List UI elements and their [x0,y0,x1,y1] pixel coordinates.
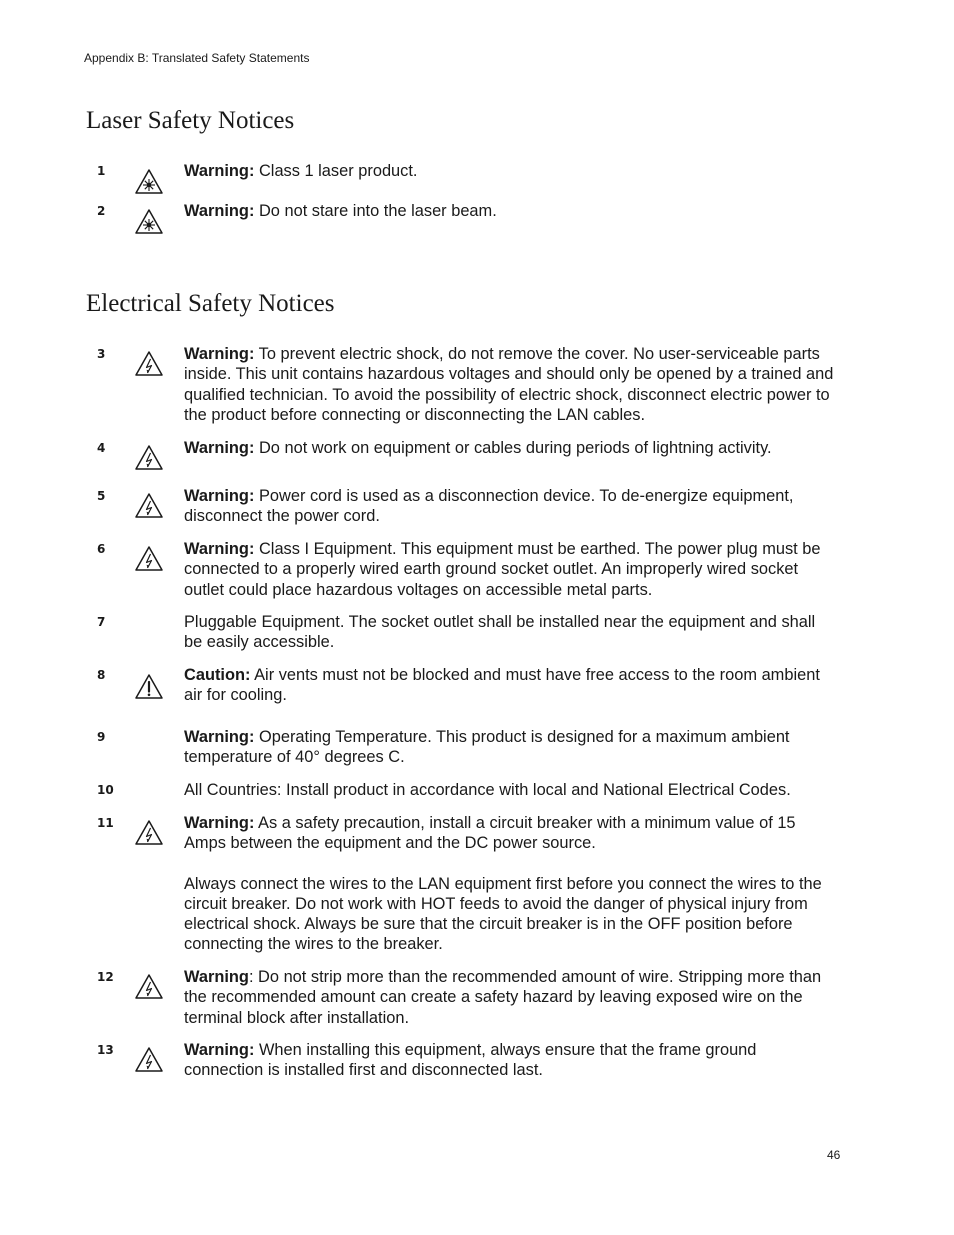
notice-text [184,539,834,600]
notice-text [184,780,834,800]
notice-lead: Warning: [184,814,255,832]
notice-body: : Do not strip more than the recommended amount of wire. Stripping more than the recommended amount can create a safety hazard by leaving exposed wire on the terminal block after installation. [184,968,822,1027]
notice-lead: Warning: [184,487,255,505]
notice-lead: Warning [184,968,249,986]
notice-lead: Warning: [184,728,255,746]
notice-body: To prevent electric shock, do not remove the cover. No user-serviceable parts inside. This unit contains hazardous voltages and should only be opened by a trained and qualified technician. To avoid the possibility of electric shock, disconnect electric power to the product before connecting or disconnecting the LAN cables. [184,345,834,424]
notice-text [184,967,834,1028]
section-title-laser: Laser Safety Notices [86,107,295,134]
notice-number: 10 [97,783,114,797]
notice-extra: Always connect the wires to the LAN equipment first before you connect the wires to the circuit breaker. Do not work with HOT feeds to avoid the danger of physical injury from electrical shock. Always be sure that the circuit breaker is in the OFF position before connecting the wires to the breaker. [184,874,822,954]
notice-text [184,1040,834,1081]
notice-number: 1 [97,164,106,178]
notice-lead: Warning: [184,540,255,558]
notice-number: 12 [97,970,114,984]
notice-lead: Warning: [184,345,255,363]
notice-text [184,727,834,768]
electric-shock-icon [134,1045,164,1073]
notice-number: 5 [97,489,106,503]
notice-body: Operating Temperature. This product is designed for a maximum ambient temperature of 40° degrees C. [184,728,790,767]
electric-shock-icon [134,491,164,519]
notice-body: Class 1 laser product. [254,162,418,180]
notice-number: 11 [97,816,114,830]
notice-text [184,344,834,425]
notice-lead: Caution: [184,666,251,684]
notice-body: As a safety precaution, install a circuit breaker with a minimum value of 15 Amps between the equipment and the DC power source. [184,814,796,853]
notice-number: 2 [97,204,106,218]
laser-hazard-icon [134,167,164,195]
electric-shock-icon [134,349,164,377]
electric-shock-icon [134,544,164,572]
notice-body: All Countries: Install product in accordance with local and National Electrical Codes. [184,781,791,799]
notice-text [184,486,834,527]
notice-text [184,813,834,955]
notice-lead: Warning: [184,202,255,220]
notice-number: 13 [97,1043,114,1057]
notice-body: Pluggable Equipment. The socket outlet shall be installed near the equipment and shall be easily accessible. [184,613,816,652]
notice-body: Power cord is used as a disconnection device. To de-energize equipment, disconnect the power cord. [184,487,794,526]
notice-body: Do not stare into the laser beam. [254,202,497,220]
notice-body: Class I Equipment. This equipment must be earthed. The power plug must be connected to a properly wired earth ground socket outlet. An improperly wired socket outlet could place hazardous voltages on accessible metal parts. [184,540,821,599]
notice-text [184,161,834,181]
running-header: Appendix B: Translated Safety Statements [84,51,310,65]
notice-number: 4 [97,441,106,455]
laser-hazard-icon [134,207,164,235]
notice-body: Air vents must not be blocked and must have free access to the room ambient air for cooling. [184,666,820,705]
notice-text [184,665,834,706]
electric-shock-icon [134,972,164,1000]
notice-text [184,438,834,458]
notice-lead: Warning: [184,1041,255,1059]
page-number: 46 [827,1148,841,1162]
notice-number: 6 [97,542,106,556]
notice-lead: Warning: [184,162,255,180]
notice-lead: Warning: [184,439,255,457]
section-title-electrical: Electrical Safety Notices [86,290,335,317]
electric-shock-icon [134,818,164,846]
notice-number: 3 [97,347,106,361]
notice-body: Do not work on equipment or cables during periods of lightning activity. [254,439,772,457]
notice-number: 7 [97,615,106,629]
notice-number: 8 [97,668,106,682]
notice-body: When installing this equipment, always ensure that the frame ground connection is installed first and disconnected last. [184,1041,757,1080]
notice-text [184,201,834,221]
caution-exclamation-icon [134,672,164,700]
electric-shock-icon [134,443,164,471]
notice-number: 9 [97,730,106,744]
notice-text [184,612,834,653]
